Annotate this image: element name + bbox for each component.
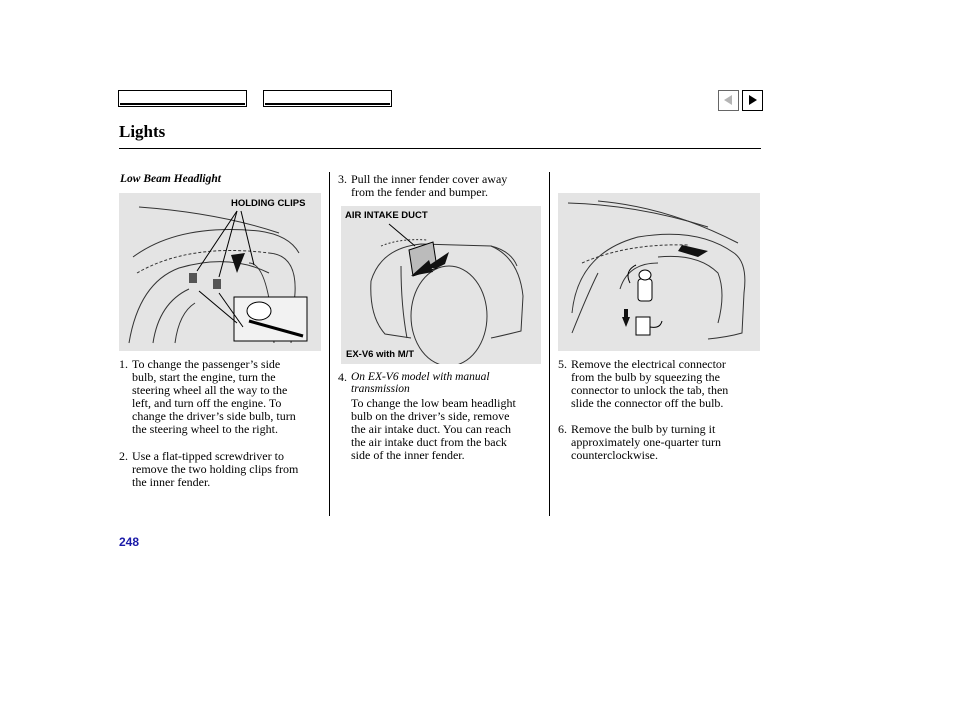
step-line: remove the two holding clips from [132,462,299,476]
step-line: the air intake duct. You can reach [351,422,511,436]
step-line: from the bulb by squeezing the [571,370,720,384]
step-number: 4. [338,370,347,384]
figure-caption-air-intake-duct: AIR INTAKE DUCT [345,210,428,221]
figure-air-intake-duct [341,206,541,364]
step-number: 3. [338,172,347,186]
step-line: To change the low beam headlight [351,396,516,410]
column-divider-2 [549,172,550,516]
figure-caption-holding-clips: HOLDING CLIPS [231,198,306,209]
triangle-left-icon [724,92,733,110]
step-number: 2. [119,449,128,463]
step-line: approximately one-quarter turn [571,435,721,449]
step-line: left, and turn off the engine. To [132,396,282,410]
step-line: Pull the inner fender cover away [351,172,508,186]
note-line: On EX-V6 model with manual [351,371,490,383]
section-heading: Low Beam Headlight [120,173,221,185]
step-line: the air intake duct from the back [351,435,507,449]
figure-connector-bulb [558,193,760,351]
column-divider-1 [329,172,330,516]
step-line: side of the inner fender. [351,448,465,462]
prev-page-button[interactable] [718,90,739,111]
step-line: from the fender and bumper. [351,185,488,199]
step-line: connector to unlock the tab, then [571,383,729,397]
triangle-right-icon [748,92,757,110]
step-line: the inner fender. [132,475,211,489]
figure-holding-clips [119,193,321,351]
step-line: Remove the bulb by turning it [571,422,716,436]
step-number: 6. [558,422,567,436]
step-line: Remove the electrical connector [571,357,726,371]
nav-tab-index[interactable] [263,90,392,107]
step-line: counterclockwise. [571,448,658,462]
page-title: Lights [119,122,166,141]
step-line: To change the passenger’s side [132,357,281,371]
model-note [351,371,516,395]
step-line: slide the connector off the bulb. [571,396,724,410]
step-line: bulb, start the engine, turn the [132,370,276,384]
step-line: Use a flat-tipped screwdriver to [132,449,284,463]
note-line: transmission [351,383,410,395]
page-number: 248 [119,535,140,549]
next-page-button[interactable] [742,90,763,111]
nav-tab-contents[interactable] [118,90,247,107]
figure-caption-model: EX-V6 with M/T [346,349,415,360]
step-line: steering wheel all the way to the [132,383,288,397]
step-line: bulb on the driver’s side, remove [351,409,510,423]
step-number: 5. [558,357,567,371]
step-line: the steering wheel to the right. [132,422,278,436]
step-number: 1. [119,357,128,371]
step-line: change the driver’s side bulb, turn [132,409,296,423]
title-rule [119,148,761,149]
